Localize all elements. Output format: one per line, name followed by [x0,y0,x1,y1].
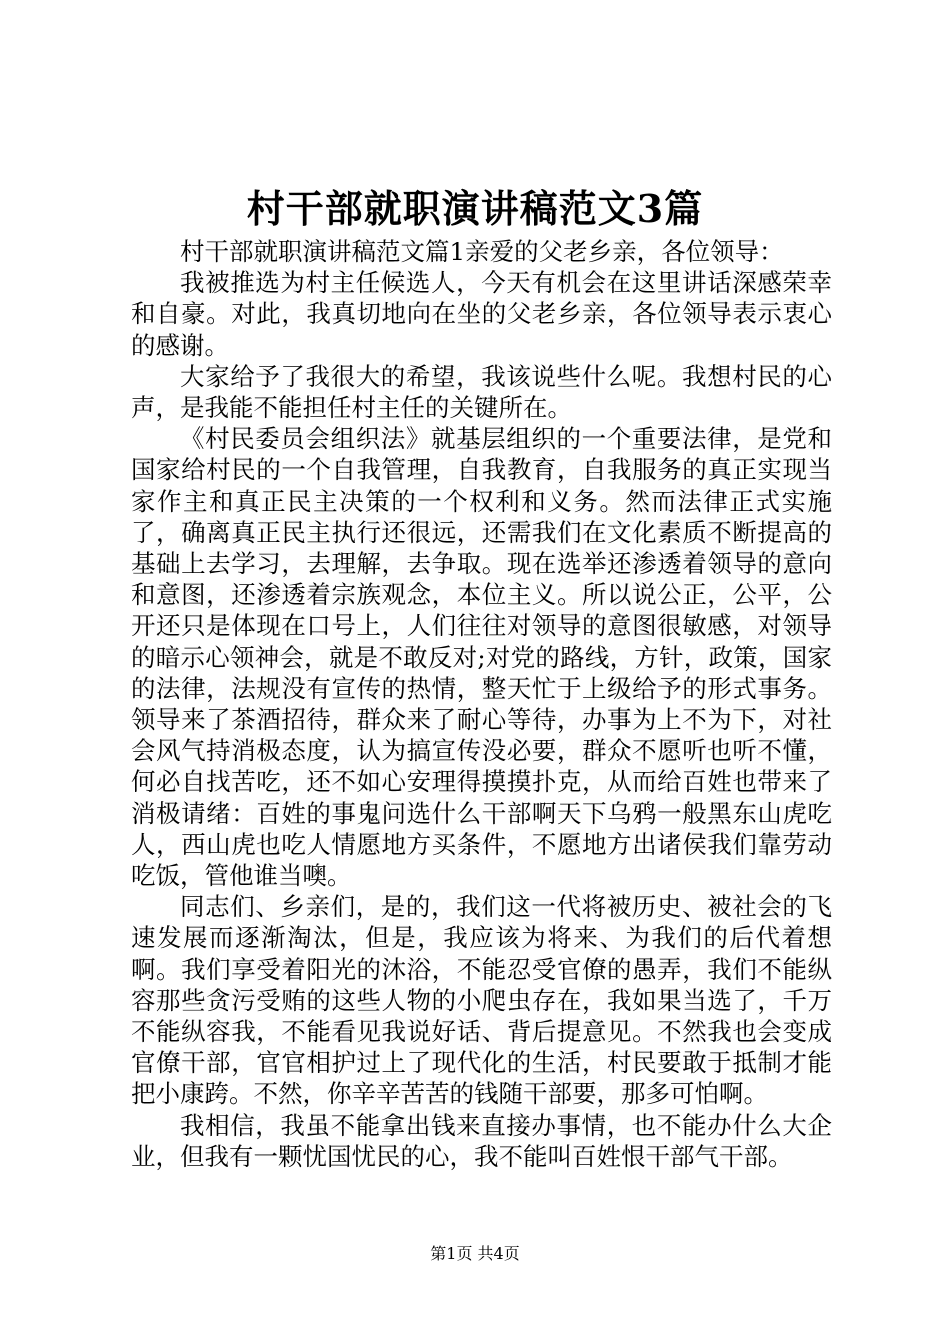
paragraph: 村干部就职演讲稿范文篇1亲爱的父老乡亲，各位领导： [180,237,784,266]
document-title: 村干部就职演讲稿范文3篇 [246,186,704,231]
page-number-footer: 第1页 共4页 [430,1244,520,1263]
paragraph: 同志们、乡亲们，是的，我们这一代将被历史、被社会的飞速发展而逐渐淘汰，但是，我应该为将来、为我们的后代着想啊。我们享受着阳光的沐浴，不能忍受官僚的愚弄，我们不能纵容那些贪污受贿的这些人物的小爬虫存在，我如果当选了，千万不能纵容我，不能看见我说好话、背后提意见。不然我也会变成官僚干部，官官相护过上了现代化的生活，村民要敢于抵制才能把小康跨。不然，你辛辛苦苦的钱随干部要，那多可怕啊。 [131,892,832,1109]
paragraph: 我相信，我虽不能拿出钱来直接办事情，也不能办什么大企业，但我有一颗忧国忧民的心，我不能叫百姓恨干部气干部。 [131,1110,832,1171]
paragraph: 《村民委员会组织法》就基层组织的一个重要法律，是党和国家给村民的一个自我管理，自我教育，自我服务的真正实现当家作主和真正民主决策的一个权利和义务。然而法律正式实施了，确离真正民主执行还很远，还需我们在文化素质不断提高的基础上去学习，去理解，去争取。现在选举还渗透着领导的意向和意图，还渗透着宗族观念，本位主义。所以说公正，公平，公开还只是体现在口号上，人们往往对领导的意图很敏感，对领导的暗示心领神会，就是不敢反对;对党的路线，方针，政策，国家的法律，法规没有宣传的热情，整天忙于上级给予的形式事务。领导来了茶酒招待，群众来了耐心等待，办事为上不为下，对社会风气持消极态度，认为搞宣传没必要，群众不愿听也听不懂，何必自找苦吃，还不如心安理得摸摸扑克，从而给百姓也带来了消极请绪：百姓的事鬼问选什么干部啊天下乌鸦一般黑东山虎吃人，西山虎也吃人情愿地方买条件，不愿地方出诸侯我们靠劳动吃饭，管他谁当噢。 [131,424,832,891]
paragraph: 大家给予了我很大的希望，我该说些什么呢。我想村民的心声，是我能不能担任村主任的关键所在。 [131,361,832,423]
paragraph: 我被推选为村主任候选人，今天有机会在这里讲话深感荣幸和自豪。对此，我真切地向在坐的父老乡亲，各位领导表示衷心的感谢。 [131,268,832,360]
document-body [131,236,832,1172]
